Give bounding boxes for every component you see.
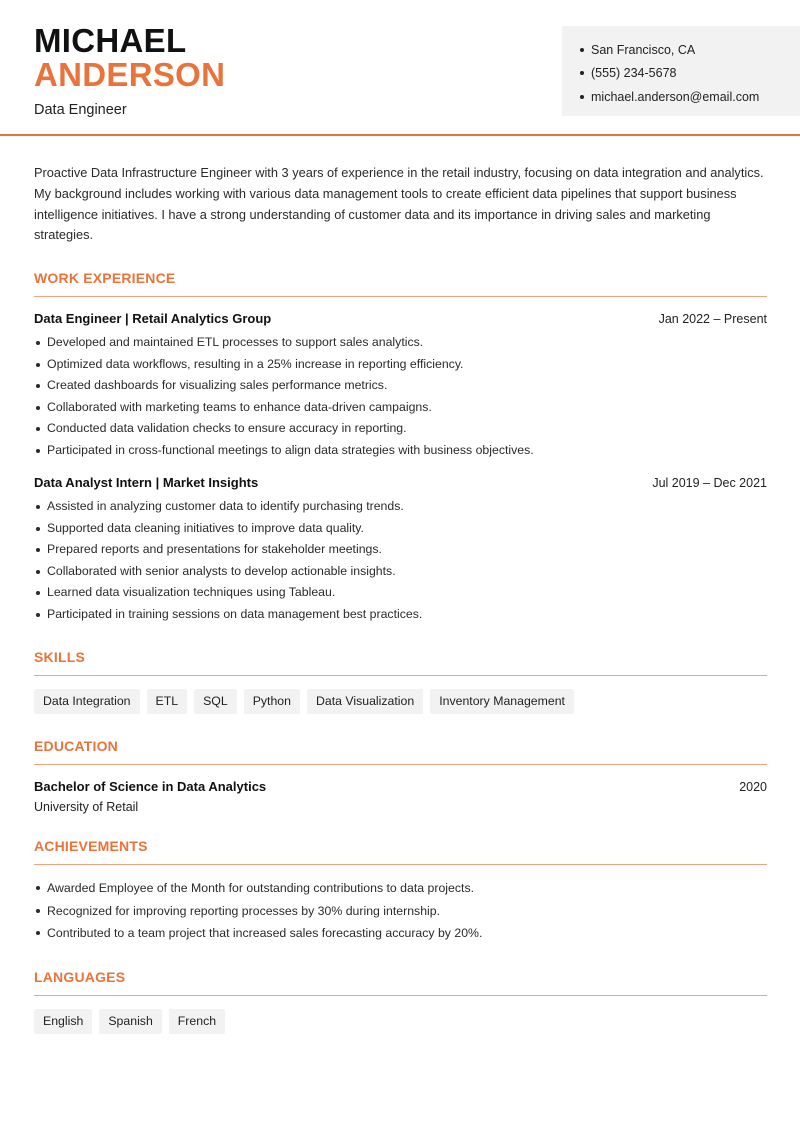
skills-section [34,649,767,714]
job-bullet: Collaborated with senior analysts to develop actionable insights. [34,561,767,583]
job-bullet: Conducted data validation checks to ensure accuracy in reporting. [34,418,767,440]
job-entry [34,475,767,625]
language-tag: Spanish [99,1009,161,1034]
job-bullets [34,332,767,461]
language-tag: English [34,1009,92,1034]
job-bullet: Learned data visualization techniques using Tableau. [34,582,767,604]
contact-box [562,26,800,116]
first-name: MICHAEL [34,22,187,59]
skill-tag: SQL [194,689,237,714]
job-bullet: Assisted in analyzing customer data to identify purchasing trends. [34,496,767,518]
bullet-icon [580,48,584,52]
achievement-bullet: Awarded Employee of the Month for outstanding contributions to data projects. [34,877,767,900]
job-role: Data Analyst Intern | Market Insights [34,475,259,491]
skills-tags [34,689,767,714]
last-name: ANDERSON [34,56,226,93]
section-title-skills: SKILLS [34,649,767,676]
education-section [34,738,767,814]
job-header [34,475,767,490]
achievement-bullets [34,877,767,945]
education-degree: Bachelor of Science in Data Analytics [34,779,267,795]
section-title-work: WORK EXPERIENCE [34,270,767,297]
contact-phone-text: (555) 234-5678 [591,66,677,81]
name-block [34,24,225,118]
achievements-section [34,838,767,945]
contact-phone [580,62,800,86]
job-bullet: Collaborated with marketing teams to enhance data-driven campaigns. [34,397,767,419]
summary: Proactive Data Infrastructure Engineer with 3 years of experience in the retail industry, focusing on data integration and analytics. My background includes working with various data management tools to create efficient data pipelines that support business intelligence initiatives. I have a strong understanding of customer data and its importance in driving sales and marketing strategies. [34,165,764,243]
education-header [34,779,767,794]
skill-tag: Python [244,689,300,714]
education-entry [34,779,767,814]
job-bullets [34,496,767,625]
education-year: 2020 [739,780,767,795]
job-date: Jan 2022 – Present [658,312,767,327]
job-bullet: Created dashboards for visualizing sales performance metrics. [34,375,767,397]
contact-location-text: San Francisco, CA [591,42,696,57]
section-title-education: EDUCATION [34,738,767,765]
skill-tag: ETL [147,689,188,714]
job-role: Data Engineer | Retail Analytics Group [34,311,272,327]
bullet-icon [580,95,584,99]
achievement-bullet: Recognized for improving reporting processes by 30% during internship. [34,900,767,923]
job-header [34,311,767,326]
contact-location [580,38,800,62]
resume-header [0,0,800,136]
contact-email [580,85,800,109]
job-title: Data Engineer [34,102,127,118]
languages-section [34,969,767,1034]
job-date: Jul 2019 – Dec 2021 [652,476,767,491]
skill-tag: Data Visualization [307,689,423,714]
job-bullet: Prepared reports and presentations for stakeholder meetings. [34,539,767,561]
language-tags [34,1009,767,1034]
job-bullet: Supported data cleaning initiatives to improve data quality. [34,518,767,540]
job-entry [34,311,767,461]
language-tag: French [169,1009,225,1034]
skill-tag: Inventory Management [430,689,574,714]
job-bullet: Participated in cross-functional meetings to align data strategies with business objectives. [34,440,767,462]
work-experience-section [34,270,767,625]
job-bullet: Developed and maintained ETL processes to support sales analytics. [34,332,767,354]
bullet-icon [580,71,584,75]
section-title-achievements: ACHIEVEMENTS [34,838,767,865]
job-bullet: Optimized data workflows, resulting in a 25% increase in reporting efficiency. [34,354,767,376]
section-title-languages: LANGUAGES [34,969,767,996]
resume-content [34,136,767,1034]
skill-tag: Data Integration [34,689,140,714]
achievement-bullet: Contributed to a team project that increased sales forecasting accuracy by 20%. [34,922,767,945]
contact-email-text: michael.anderson@email.com [591,89,760,104]
job-bullet: Participated in training sessions on data management best practices. [34,604,767,626]
education-school: University of Retail [34,800,139,815]
